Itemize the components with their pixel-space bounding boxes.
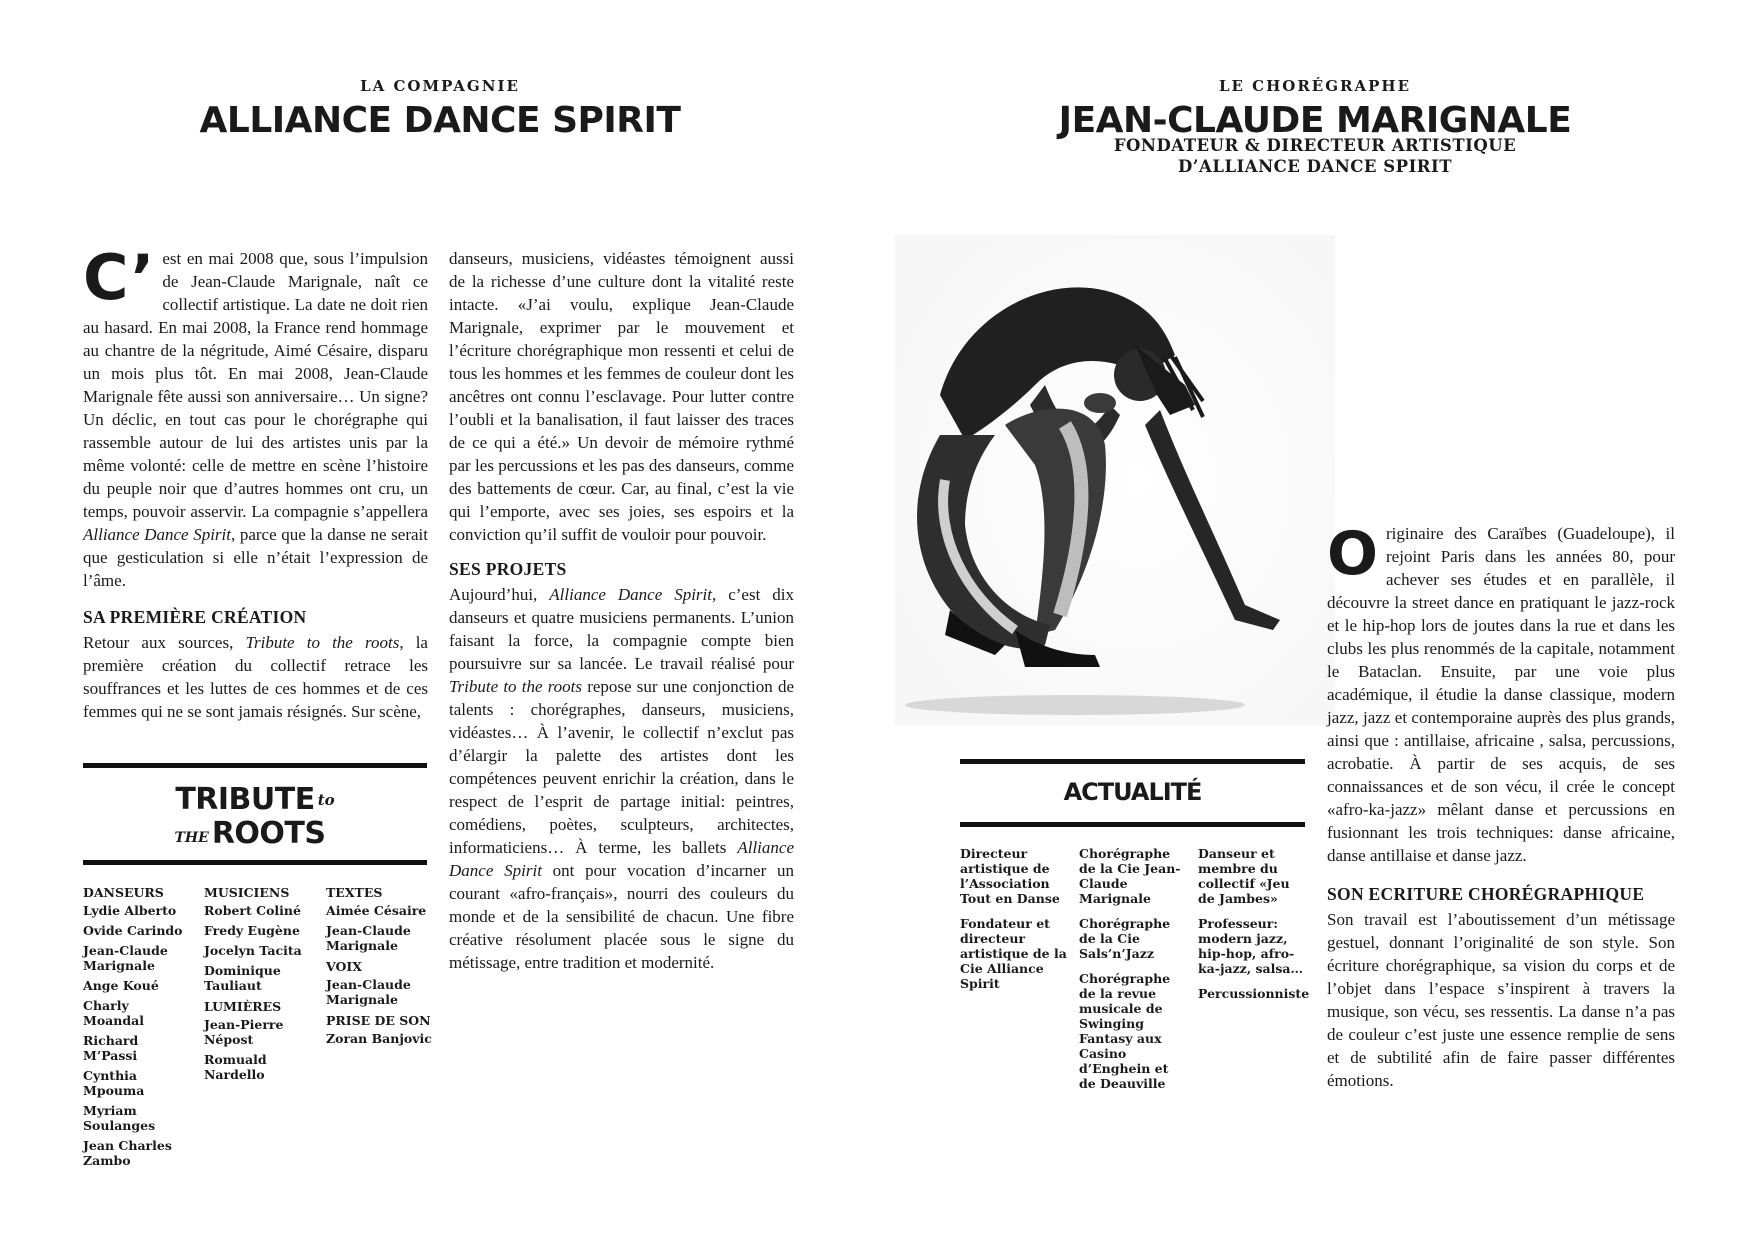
actualite-col-3: Danseur et membre du collectif «Jeu de Jambes» Professeur: modern jazz, hip-hop, afro-ka-jazz, salsa… Percussionniste <box>1198 846 1310 1001</box>
heading-projets: SES PROJETS <box>449 559 567 579</box>
right-column <box>1327 519 1675 1092</box>
credits-musiciens: MUSICIENS Robert Coliné Fredy Eugène Jocelyn Tacita Dominique Tauliaut LUMIÈRES Jean-Pierre Népost Romuald Nardello <box>204 885 302 1082</box>
left-kicker: LA COMPAGNIE <box>360 77 520 95</box>
credits-textes: TEXTES Aimée Césaire Jean-Claude Marignale VOIX Jean-Claude Marignale PRISE DE SON Zoran Banjovic <box>326 885 432 1046</box>
credits-danseurs: DANSEURS Lydie Alberto Ovide Carindo Jean-Claude Marignale Ange Koué Charly Moandal Richard M’Passi Cynthia Mpouma Myriam Soulanges Jean Charles Zambo <box>83 885 183 1168</box>
heading-ecriture: SON ECRITURE CHORÉGRAPHIQUE <box>1327 884 1645 904</box>
left-column-2 <box>449 247 794 974</box>
tribute-to-the-roots-logo: TRIBUTE to THE ROOTS <box>174 782 335 851</box>
actualite-title: ACTUALITÉ <box>1063 778 1202 806</box>
dropcap-c: C’ <box>83 241 155 314</box>
heading-premiere-creation: SA PREMIÈRE CRÉATION <box>83 607 307 627</box>
left-title: ALLIANCE DANCE SPIRIT <box>199 100 681 141</box>
right-subtitle-line1: FONDATEUR & DIRECTEUR ARTISTIQUE <box>1113 136 1517 155</box>
right-kicker: LE CHORÉGRAPHE <box>1218 77 1412 95</box>
dancer-photo <box>895 235 1335 725</box>
logo-bottom-rule <box>83 860 427 865</box>
intro-paragraph: est en mai 2008 que, sous l’impulsion de Jean-Claude Marignale, naît ce collectif artistique. La date ne doit rien au hasard. En mai 2008, la France rend hommage au chantre de la négritude, Aimé Césaire, disparu un mois plus tôt. En mai 2008, Jean-Claude Marignale fête aussi son anniversaire… Un signe? Un déclic, en tout cas pour le chorégraphe qui rassemble autour de lui des artistes unis par la même volonté: celle de mettre en scène l’histoire du peuple noir que d’autres hommes ont cru, un temps, pouvoir asservir. La compagnie s’appellera Alliance Dance Spirit, parce que la danse ne serait que gesticulation si elle n’était l’expression de l’âme. <box>83 249 428 590</box>
actualite-col-2: Chorégraphe de la Cie Jean-Claude Marignale Chorégraphe de la Cie Sals’n’Jazz Chorégraphe de la revue musicale de Swinging Fantasy aux Casino d’Enghein et de Deauville <box>1079 846 1181 1091</box>
actualite-top-rule <box>960 759 1305 764</box>
ecriture-paragraph: Son travail est l’aboutissement d’un métissage gestuel, donnant l’originalité de son style. Son écriture chorégraphique, sa vision du corps et de l’objet dans l’espace s’inspirent à travers la musique, son vécu, ses ressentis. La danse n’a pas de couleur c’est juste une essence remplie de sens et de subtilité afin de faire passer différentes émotions. <box>1327 910 1675 1090</box>
logo-top-rule <box>83 763 427 768</box>
left-column-1 <box>83 241 428 723</box>
actualite-bottom-rule <box>960 822 1305 827</box>
column-2-paragraph: danseurs, musiciens, vidéastes témoignent aussi de la richesse d’une culture dont la vitalité reste intacte. «J’ai voulu, explique Jean-Claude Marignale, exprimer par le mouvement et l’écriture chorégraphique mon ressenti et celui de tous les hommes et les femmes de couleur dont les ancêtres ont connu l’esclavage. Pour lutter contre l’oubli et la banalisation, il faut laisser des traces de ce qui a été.» Un devoir de mémoire rythmé par les percussions et les pas des danseurs, comme des battements de cœur. Car, au final, c’est la vie qui l’emporte, avec ses joies, ses espoirs et la conviction qu’il suffit de vouloir pour pouvoir. <box>449 249 794 544</box>
bio-paragraph: riginaire des Caraïbes (Guadeloupe), il rejoint Paris dans les années 80, pour achever ses études et en parallèle, il découvre la street dance en pratiquant le jazz-rock et le hip-hop lors de joutes dans la rue et dans les clubs les plus renommés de la capitale, notamment le Bataclan. Ensuite, par une voie plus académique, il étudie la danse classique, modern jazz, jazz et contemporaine auprès des plus grands, ainsi que : antillaise, africaine , salsa, percussions, acrobatie. À partir de ses acquis, de ses connaissances et de son vécu, il crée le concept «afro-ka-jazz» mêlant danse et percussions en fusionnant les trois techniques: danse africaine, danse antillaise et danse jazz. <box>1327 524 1675 865</box>
dropcap-o: O <box>1327 519 1379 589</box>
actualite-col-1: Directeur artistique de l’Association Tout en Danse Fondateur et directeur artistique de la Cie Alliance Spirit <box>960 846 1067 991</box>
premiere-paragraph: Retour aux sources, Tribute to the roots, la première création du collectif retrace les souffrances et les luttes de ces hommes et de ces femmes qui ne se sont jamais résignés. Sur scène, <box>83 633 428 721</box>
projets-paragraph: Aujourd’hui, Alliance Dance Spirit, c’est dix danseurs et quatre musiciens permanents. L’union faisant la force, la compagnie compte bien poursuivre sur sa lancée. Le travail réalisé pour Tribute to the roots repose sur une conjonction de talents : chorégraphes, danseurs, musiciens, vidéastes… À l’avenir, le collectif n’exclut pas d’élargir la palette des artistes dont les compétences peuvent enrichir la création, dans le respect de l’esprit de partage initial: peintres, comédiens, poètes, sculpteurs, architectes, informaticiens… À terme, les ballets Alliance Dance Spirit ont pour vocation d’incarner un courant «afro-français», nourri des couleurs du monde et de la sensibilité de chacun. Une fibre créative résolument placée sous le signe du métissage, entre tradition et modernité. <box>449 585 795 972</box>
right-title: JEAN-CLAUDE MARIGNALE <box>1058 100 1572 141</box>
right-subtitle-line2: D’ALLIANCE DANCE SPIRIT <box>1177 157 1452 176</box>
